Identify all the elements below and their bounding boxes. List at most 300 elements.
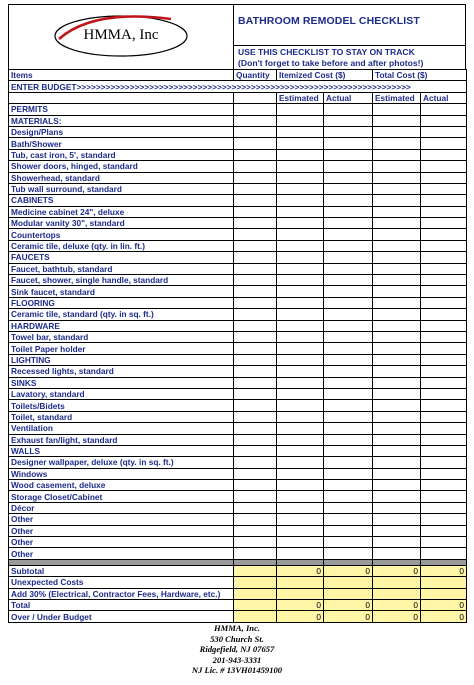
table-row xyxy=(9,457,467,468)
item-label: Toilets/Bidets xyxy=(9,400,234,411)
table-row xyxy=(9,240,467,251)
total-actual-cell[interactable] xyxy=(421,138,467,149)
quantity-cell[interactable] xyxy=(234,514,277,525)
itemized-estimated-cell[interactable] xyxy=(277,161,324,172)
itemized-actual-cell[interactable] xyxy=(324,183,373,194)
total-actual-cell[interactable] xyxy=(421,320,467,331)
quantity-cell[interactable] xyxy=(234,377,277,388)
total-estimated-cell[interactable] xyxy=(373,377,421,388)
itemized-actual-cell[interactable] xyxy=(324,161,373,172)
itemized-estimated-cell[interactable] xyxy=(277,172,324,183)
itemized-estimated-cell[interactable] xyxy=(277,377,324,388)
company-footer xyxy=(0,623,474,676)
quantity-cell[interactable] xyxy=(234,104,277,115)
quantity-cell[interactable] xyxy=(234,172,277,183)
item-label: HARDWARE xyxy=(9,320,234,331)
quantity-cell[interactable] xyxy=(234,548,277,559)
column-header-row xyxy=(9,70,467,81)
item-label: Ceramic tile, deluxe (qty. in lin. ft.) xyxy=(9,240,234,251)
itemized-actual-cell[interactable] xyxy=(324,502,373,513)
itemized-estimated-cell[interactable] xyxy=(277,297,324,308)
total-estimated-cell[interactable] xyxy=(373,320,421,331)
item-label: Exhaust fan/light, standard xyxy=(9,434,234,445)
summary-value-cell[interactable] xyxy=(324,588,373,599)
quantity-cell[interactable] xyxy=(234,149,277,160)
quantity-cell[interactable] xyxy=(234,366,277,377)
quantity-header: Quantity xyxy=(234,70,277,81)
total-estimated-cell[interactable] xyxy=(373,388,421,399)
itemized-actual-cell[interactable] xyxy=(324,354,373,365)
total-actual-cell[interactable] xyxy=(421,468,467,479)
total-actual-cell[interactable] xyxy=(421,297,467,308)
quantity-cell[interactable] xyxy=(234,195,277,206)
summary-label: Unexpected Costs xyxy=(9,577,234,588)
itemized-actual-cell[interactable] xyxy=(324,172,373,183)
table-row xyxy=(9,161,467,172)
itemized-actual-cell[interactable] xyxy=(324,548,373,559)
item-label: Designer wallpaper, deluxe (qty. in sq. ft.) xyxy=(9,457,234,468)
total-estimated-cell[interactable] xyxy=(373,218,421,229)
item-label: Storage Closet/Cabinet xyxy=(9,491,234,502)
table-row xyxy=(9,548,467,559)
quantity-cell[interactable] xyxy=(234,320,277,331)
summary-value-cell: 0 xyxy=(421,565,467,576)
itemized-actual-cell[interactable] xyxy=(324,366,373,377)
itemized-actual-cell[interactable] xyxy=(324,126,373,137)
quantity-cell[interactable] xyxy=(234,411,277,422)
total-estimated-cell[interactable] xyxy=(373,457,421,468)
itemized-estimated-header: Estimated xyxy=(277,92,324,103)
table-row xyxy=(9,537,467,548)
itemized-actual-cell[interactable] xyxy=(324,525,373,536)
total-estimated-cell[interactable] xyxy=(373,206,421,217)
quantity-cell[interactable] xyxy=(234,445,277,456)
total-estimated-cell[interactable] xyxy=(373,183,421,194)
item-label: Tub wall surround, standard xyxy=(9,183,234,194)
quantity-cell[interactable] xyxy=(234,434,277,445)
table-row xyxy=(9,468,467,479)
summary-value-cell: 0 xyxy=(421,611,467,622)
total-actual-cell[interactable] xyxy=(421,366,467,377)
blank-cell xyxy=(9,92,234,103)
quantity-cell[interactable] xyxy=(234,218,277,229)
quantity-cell[interactable] xyxy=(234,229,277,240)
checklist-table xyxy=(8,69,467,623)
itemized-estimated-cell[interactable] xyxy=(277,491,324,502)
summary-quantity-cell[interactable] xyxy=(234,599,277,610)
total-actual-cell[interactable] xyxy=(421,445,467,456)
total-estimated-cell[interactable] xyxy=(373,366,421,377)
total-actual-cell[interactable] xyxy=(421,240,467,251)
itemized-actual-cell[interactable] xyxy=(324,537,373,548)
total-actual-cell[interactable] xyxy=(421,388,467,399)
itemized-actual-cell[interactable] xyxy=(324,388,373,399)
summary-value-cell: 0 xyxy=(324,599,373,610)
quantity-cell[interactable] xyxy=(234,537,277,548)
total-estimated-cell[interactable] xyxy=(373,480,421,491)
total-estimated-cell[interactable] xyxy=(373,240,421,251)
quantity-cell[interactable] xyxy=(234,161,277,172)
total-actual-cell[interactable] xyxy=(421,286,467,297)
quantity-cell[interactable] xyxy=(234,138,277,149)
total-estimated-cell[interactable] xyxy=(373,297,421,308)
item-label: Other xyxy=(9,548,234,559)
total-estimated-cell[interactable] xyxy=(373,525,421,536)
itemized-actual-cell[interactable] xyxy=(324,468,373,479)
itemized-estimated-cell[interactable] xyxy=(277,309,324,320)
itemized-estimated-cell[interactable] xyxy=(277,286,324,297)
item-label: Showerhead, standard xyxy=(9,172,234,183)
itemized-estimated-cell[interactable] xyxy=(277,275,324,286)
total-estimated-cell[interactable] xyxy=(373,331,421,342)
total-estimated-cell[interactable] xyxy=(373,161,421,172)
itemized-actual-cell[interactable] xyxy=(324,252,373,263)
quantity-cell[interactable] xyxy=(234,115,277,126)
total-actual-cell[interactable] xyxy=(421,149,467,160)
blank-cell xyxy=(234,92,277,103)
table-row xyxy=(9,331,467,342)
item-label: Wood casement, deluxe xyxy=(9,480,234,491)
itemized-estimated-cell[interactable] xyxy=(277,206,324,217)
itemized-estimated-cell[interactable] xyxy=(277,252,324,263)
total-estimated-cell[interactable] xyxy=(373,354,421,365)
itemized-estimated-cell[interactable] xyxy=(277,331,324,342)
total-actual-cell[interactable] xyxy=(421,377,467,388)
summary-label: Subtotal xyxy=(9,565,234,576)
total-actual-cell[interactable] xyxy=(421,206,467,217)
itemized-actual-cell[interactable] xyxy=(324,423,373,434)
quantity-cell[interactable] xyxy=(234,297,277,308)
quantity-cell[interactable] xyxy=(234,309,277,320)
itemized-actual-header: Actual xyxy=(324,92,373,103)
table-row xyxy=(9,229,467,240)
footer-street: 530 Church St. xyxy=(210,633,264,644)
itemized-estimated-cell[interactable] xyxy=(277,457,324,468)
itemized-actual-cell[interactable] xyxy=(324,331,373,342)
itemized-estimated-cell[interactable] xyxy=(277,434,324,445)
table-row xyxy=(9,388,467,399)
summary-value-cell[interactable] xyxy=(324,577,373,588)
quantity-cell[interactable] xyxy=(234,502,277,513)
summary-value-cell: 0 xyxy=(373,599,421,610)
itemized-actual-cell[interactable] xyxy=(324,286,373,297)
header xyxy=(8,4,466,69)
total-actual-cell[interactable] xyxy=(421,400,467,411)
quantity-cell[interactable] xyxy=(234,240,277,251)
item-label: CABINETS xyxy=(9,195,234,206)
total-estimated-cell[interactable] xyxy=(373,195,421,206)
subheader-row xyxy=(9,92,467,103)
itemized-actual-cell[interactable] xyxy=(324,411,373,422)
itemized-actual-cell[interactable] xyxy=(324,263,373,274)
total-actual-cell[interactable] xyxy=(421,275,467,286)
itemized-estimated-cell[interactable] xyxy=(277,218,324,229)
itemized-actual-cell[interactable] xyxy=(324,343,373,354)
total-actual-cell[interactable] xyxy=(421,434,467,445)
total-estimated-cell[interactable] xyxy=(373,309,421,320)
itemized-estimated-cell[interactable] xyxy=(277,525,324,536)
summary-value-cell[interactable] xyxy=(277,588,324,599)
itemized-estimated-cell[interactable] xyxy=(277,502,324,513)
summary-row-add30 xyxy=(9,588,467,599)
item-label: Bath/Shower xyxy=(9,138,234,149)
total-estimated-cell[interactable] xyxy=(373,138,421,149)
itemized-actual-cell[interactable] xyxy=(324,149,373,160)
quantity-cell[interactable] xyxy=(234,388,277,399)
itemized-actual-cell[interactable] xyxy=(324,491,373,502)
total-actual-cell[interactable] xyxy=(421,172,467,183)
total-actual-cell[interactable] xyxy=(421,309,467,320)
table-row xyxy=(9,218,467,229)
table-row xyxy=(9,445,467,456)
quantity-cell[interactable] xyxy=(234,423,277,434)
itemized-actual-cell[interactable] xyxy=(324,514,373,525)
total-actual-cell[interactable] xyxy=(421,525,467,536)
item-label: SINKS xyxy=(9,377,234,388)
quantity-cell[interactable] xyxy=(234,400,277,411)
total-estimated-cell[interactable] xyxy=(373,149,421,160)
total-estimated-cell[interactable] xyxy=(373,229,421,240)
total-actual-cell[interactable] xyxy=(421,115,467,126)
summary-value-cell[interactable] xyxy=(373,577,421,588)
itemized-estimated-cell[interactable] xyxy=(277,400,324,411)
itemized-estimated-cell[interactable] xyxy=(277,388,324,399)
total-actual-cell[interactable] xyxy=(421,195,467,206)
total-estimated-cell[interactable] xyxy=(373,400,421,411)
item-label: Other xyxy=(9,537,234,548)
summary-value-cell[interactable] xyxy=(373,588,421,599)
itemized-actual-cell[interactable] xyxy=(324,377,373,388)
itemized-actual-cell[interactable] xyxy=(324,240,373,251)
summary-label: Add 30% (Electrical, Contractor Fees, Hardware, etc.) xyxy=(9,588,234,599)
total-estimated-cell[interactable] xyxy=(373,434,421,445)
total-actual-cell[interactable] xyxy=(421,331,467,342)
quantity-cell[interactable] xyxy=(234,126,277,137)
itemized-estimated-cell[interactable] xyxy=(277,195,324,206)
itemized-estimated-cell[interactable] xyxy=(277,263,324,274)
total-actual-cell[interactable] xyxy=(421,480,467,491)
itemized-actual-cell[interactable] xyxy=(324,434,373,445)
total-estimated-cell[interactable] xyxy=(373,115,421,126)
summary-quantity-cell[interactable] xyxy=(234,588,277,599)
itemized-actual-cell[interactable] xyxy=(324,309,373,320)
itemized-estimated-cell[interactable] xyxy=(277,445,324,456)
budget-row xyxy=(9,81,467,92)
itemized-estimated-cell[interactable] xyxy=(277,480,324,491)
summary-quantity-cell[interactable] xyxy=(234,565,277,576)
item-label: FLOORING xyxy=(9,297,234,308)
quantity-cell[interactable] xyxy=(234,183,277,194)
total-actual-cell[interactable] xyxy=(421,423,467,434)
total-actual-cell[interactable] xyxy=(421,218,467,229)
quantity-cell[interactable] xyxy=(234,263,277,274)
quantity-cell[interactable] xyxy=(234,457,277,468)
item-label: Lavatory, standard xyxy=(9,388,234,399)
total-estimated-cell[interactable] xyxy=(373,468,421,479)
item-label: Toilet, standard xyxy=(9,411,234,422)
total-estimated-cell[interactable] xyxy=(373,172,421,183)
itemized-estimated-cell[interactable] xyxy=(277,149,324,160)
table-row xyxy=(9,525,467,536)
total-estimated-cell[interactable] xyxy=(373,502,421,513)
footer-company: HMMA, Inc. xyxy=(213,623,261,633)
total-estimated-cell[interactable] xyxy=(373,423,421,434)
total-actual-cell[interactable] xyxy=(421,104,467,115)
itemized-estimated-cell[interactable] xyxy=(277,320,324,331)
quantity-cell[interactable] xyxy=(234,480,277,491)
item-label: Modular vanity 30", standard xyxy=(9,218,234,229)
summary-value-cell: 0 xyxy=(277,599,324,610)
table-row xyxy=(9,149,467,160)
total-actual-cell[interactable] xyxy=(421,537,467,548)
summary-value-cell[interactable] xyxy=(421,588,467,599)
itemized-estimated-cell[interactable] xyxy=(277,183,324,194)
item-label: PERMITS xyxy=(9,104,234,115)
logo-text: HMMA, Inc xyxy=(83,27,159,43)
total-actual-cell[interactable] xyxy=(421,161,467,172)
quantity-cell[interactable] xyxy=(234,252,277,263)
itemized-estimated-cell[interactable] xyxy=(277,240,324,251)
quantity-cell[interactable] xyxy=(234,354,277,365)
total-estimated-cell[interactable] xyxy=(373,286,421,297)
total-actual-cell[interactable] xyxy=(421,548,467,559)
total-estimated-cell[interactable] xyxy=(373,537,421,548)
total-actual-cell[interactable] xyxy=(421,457,467,468)
summary-quantity-cell[interactable] xyxy=(234,577,277,588)
table-row xyxy=(9,252,467,263)
itemized-actual-cell[interactable] xyxy=(324,480,373,491)
itemized-estimated-cell[interactable] xyxy=(277,548,324,559)
note-line-2: (Don't forget to take before and after photos!) xyxy=(238,58,424,68)
summary-value-cell[interactable] xyxy=(277,577,324,588)
item-label: Medicine cabinet 24", deluxe xyxy=(9,206,234,217)
table-row xyxy=(9,275,467,286)
summary-quantity-cell[interactable] xyxy=(234,611,277,622)
summary-value-cell[interactable] xyxy=(421,577,467,588)
item-label: MATERIALS: xyxy=(9,115,234,126)
items-header: Items xyxy=(9,70,234,81)
total-actual-cell[interactable] xyxy=(421,502,467,513)
total-actual-cell[interactable] xyxy=(421,343,467,354)
table-row xyxy=(9,343,467,354)
itemized-estimated-cell[interactable] xyxy=(277,366,324,377)
table-row xyxy=(9,377,467,388)
itemized-estimated-cell[interactable] xyxy=(277,343,324,354)
total-actual-cell[interactable] xyxy=(421,411,467,422)
item-label: LIGHTING xyxy=(9,354,234,365)
itemized-estimated-cell[interactable] xyxy=(277,411,324,422)
total-estimated-cell[interactable] xyxy=(373,491,421,502)
total-actual-cell[interactable] xyxy=(421,514,467,525)
itemized-estimated-cell[interactable] xyxy=(277,115,324,126)
itemized-actual-cell[interactable] xyxy=(324,195,373,206)
item-label: Countertops xyxy=(9,229,234,240)
note-line-1: USE THIS CHECKLIST TO STAY ON TRACK xyxy=(238,47,415,57)
summary-value-cell: 0 xyxy=(324,565,373,576)
total-estimated-cell[interactable] xyxy=(373,411,421,422)
total-estimated-cell[interactable] xyxy=(373,104,421,115)
itemized-actual-cell[interactable] xyxy=(324,138,373,149)
total-cost-header: Total Cost ($) xyxy=(373,70,467,81)
itemized-actual-cell[interactable] xyxy=(324,297,373,308)
total-estimated-cell[interactable] xyxy=(373,343,421,354)
quantity-cell[interactable] xyxy=(234,275,277,286)
itemized-actual-cell[interactable] xyxy=(324,218,373,229)
item-label: Recessed lights, standard xyxy=(9,366,234,377)
total-estimated-header: Estimated xyxy=(373,92,421,103)
itemized-actual-cell[interactable] xyxy=(324,206,373,217)
total-actual-cell[interactable] xyxy=(421,252,467,263)
itemized-actual-cell[interactable] xyxy=(324,457,373,468)
total-estimated-cell[interactable] xyxy=(373,252,421,263)
item-label: WALLS xyxy=(9,445,234,456)
total-actual-cell[interactable] xyxy=(421,229,467,240)
total-estimated-cell[interactable] xyxy=(373,126,421,137)
quantity-cell[interactable] xyxy=(234,491,277,502)
itemized-estimated-cell[interactable] xyxy=(277,423,324,434)
itemized-estimated-cell[interactable] xyxy=(277,229,324,240)
quantity-cell[interactable] xyxy=(234,343,277,354)
total-estimated-cell[interactable] xyxy=(373,275,421,286)
itemized-actual-cell[interactable] xyxy=(324,229,373,240)
table-row xyxy=(9,104,467,115)
table-row xyxy=(9,434,467,445)
itemized-actual-cell[interactable] xyxy=(324,275,373,286)
itemized-actual-cell[interactable] xyxy=(324,400,373,411)
total-estimated-cell[interactable] xyxy=(373,445,421,456)
table-row xyxy=(9,263,467,274)
total-actual-cell[interactable] xyxy=(421,126,467,137)
total-actual-cell[interactable] xyxy=(421,263,467,274)
item-label: FAUCETS xyxy=(9,252,234,263)
total-actual-cell[interactable] xyxy=(421,354,467,365)
itemized-estimated-cell[interactable] xyxy=(277,468,324,479)
itemized-actual-cell[interactable] xyxy=(324,320,373,331)
total-estimated-cell[interactable] xyxy=(373,263,421,274)
summary-row-unexpected xyxy=(9,577,467,588)
item-label: Towel bar, standard xyxy=(9,331,234,342)
itemized-actual-cell[interactable] xyxy=(324,104,373,115)
itemized-estimated-cell[interactable] xyxy=(277,354,324,365)
total-actual-header: Actual xyxy=(421,92,467,103)
item-label: Toilet Paper holder xyxy=(9,343,234,354)
quantity-cell[interactable] xyxy=(234,206,277,217)
quantity-cell[interactable] xyxy=(234,331,277,342)
itemized-actual-cell[interactable] xyxy=(324,445,373,456)
item-label: Other xyxy=(9,525,234,536)
summary-value-cell: 0 xyxy=(421,599,467,610)
itemized-estimated-cell[interactable] xyxy=(277,138,324,149)
budget-input-cell[interactable] xyxy=(421,81,467,92)
table-row xyxy=(9,502,467,513)
itemized-estimated-cell[interactable] xyxy=(277,104,324,115)
summary-value-cell: 0 xyxy=(373,611,421,622)
total-actual-cell[interactable] xyxy=(421,183,467,194)
itemized-actual-cell[interactable] xyxy=(324,115,373,126)
itemized-estimated-cell[interactable] xyxy=(277,514,324,525)
itemized-estimated-cell[interactable] xyxy=(277,537,324,548)
quantity-cell[interactable] xyxy=(234,286,277,297)
footer-license: NJ Lic. # 13VH01459100 xyxy=(191,665,283,676)
quantity-cell[interactable] xyxy=(234,525,277,536)
total-estimated-cell[interactable] xyxy=(373,514,421,525)
total-estimated-cell[interactable] xyxy=(373,548,421,559)
itemized-estimated-cell[interactable] xyxy=(277,126,324,137)
total-actual-cell[interactable] xyxy=(421,491,467,502)
table-row xyxy=(9,115,467,126)
summary-row-total xyxy=(9,599,467,610)
quantity-cell[interactable] xyxy=(234,468,277,479)
